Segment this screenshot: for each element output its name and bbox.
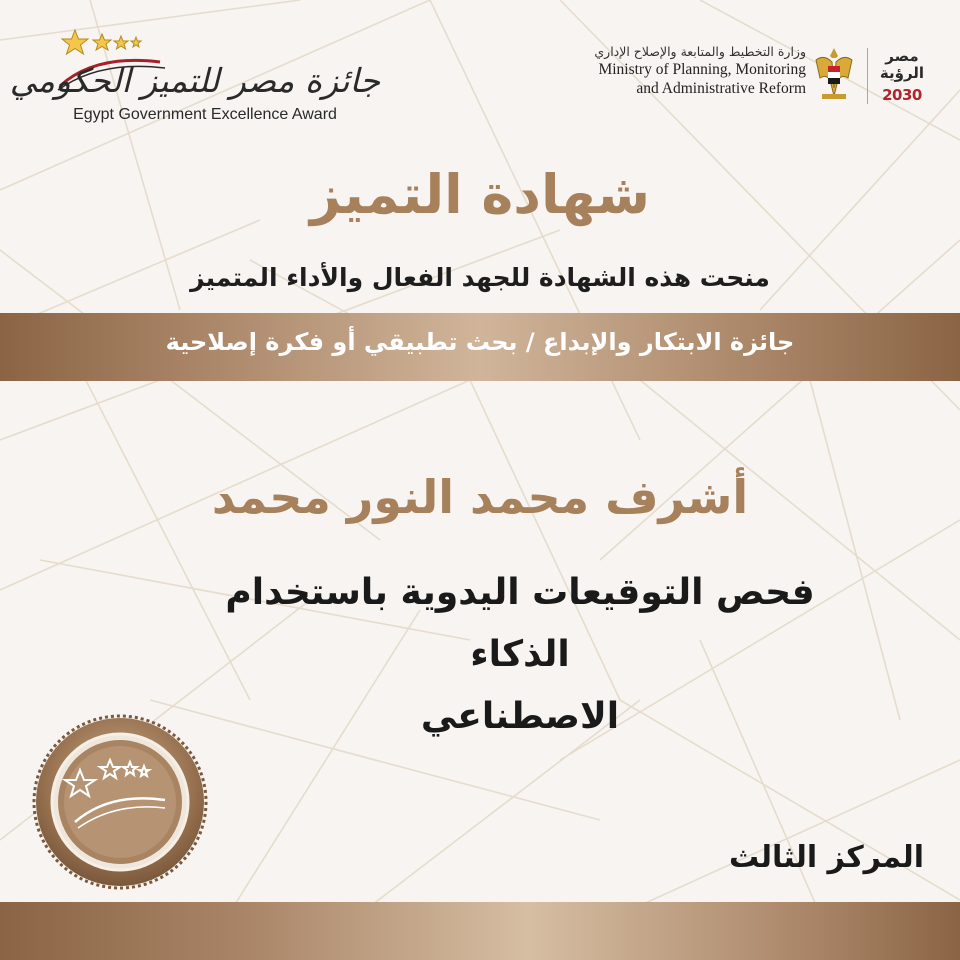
eagle-emblem-icon bbox=[814, 44, 854, 104]
rank-label: المركز الثالث bbox=[729, 840, 924, 875]
ministry-name-english-line2: and Administrative Reform bbox=[636, 80, 806, 97]
ministry-text bbox=[594, 44, 806, 98]
award-logo bbox=[9, 24, 380, 134]
certificate-subtitle: منحت هذه الشهادة للجهد الفعال والأداء المتميز bbox=[190, 263, 770, 292]
recipient-name: أشرف محمد النور محمد bbox=[211, 470, 749, 524]
ministry-name-arabic: وزارة التخطيط والمتابعة والإصلاح الإداري bbox=[594, 44, 806, 59]
award-category: جائزة الابتكار والإبداع / بحث تطبيقي أو فكرة إصلاحية bbox=[165, 328, 795, 356]
project-title-line1: فحص التوقيعات اليدوية باستخدام الذكاء bbox=[225, 572, 815, 675]
vision-year: 2030 bbox=[882, 86, 922, 104]
ministry-header bbox=[530, 38, 930, 118]
egypt-vision-2030-logo bbox=[874, 42, 930, 106]
gold-seal-icon bbox=[30, 712, 210, 892]
award-name-english: Egypt Government Excellence Award bbox=[73, 106, 337, 123]
project-title-line2: الاصطناعي bbox=[420, 696, 620, 737]
certificate-title: شهادة التميز bbox=[309, 163, 651, 226]
bottom-band bbox=[0, 902, 960, 960]
vision-arabic-text: مصر الرؤية bbox=[879, 47, 925, 82]
ministry-name-english-line1: Ministry of Planning, Monitoring bbox=[598, 61, 806, 78]
award-name-arabic: جائزة مصر للتميز الحكومي bbox=[9, 61, 380, 100]
ministry-divider bbox=[867, 48, 868, 104]
project-title bbox=[200, 562, 840, 748]
